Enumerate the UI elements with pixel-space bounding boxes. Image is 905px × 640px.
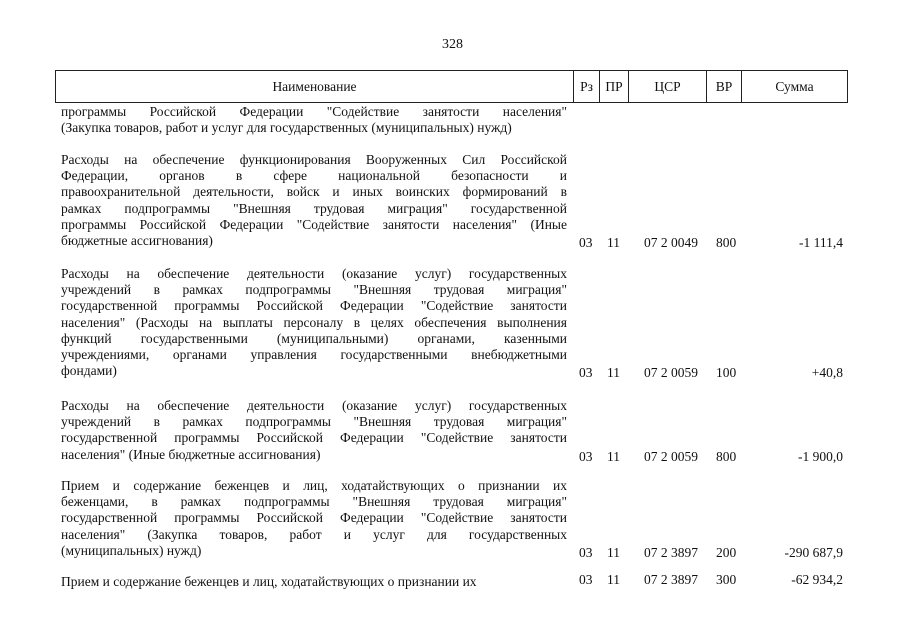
row-sum: -1 900,0	[798, 448, 843, 464]
row-name-line: населения" (Закупка товаров, работ и услуг для государственных	[61, 526, 567, 542]
row-name-line: функций государственными (муниципальными) органами, казенными	[61, 330, 567, 346]
row-rz: 03	[579, 235, 593, 250]
row-vr: 300	[716, 572, 737, 587]
row-name-line: государственной программы Российской Федерации "Содействие занятости	[61, 430, 567, 446]
row-csr: 07 2 3897	[644, 544, 698, 560]
row-name	[61, 574, 567, 590]
row-vr: 800	[716, 235, 737, 250]
row-csr: 07 2 0059	[644, 365, 698, 381]
row-name-line: бюджетные ассигнования)	[61, 233, 213, 249]
row-sum: -290 687,9	[784, 544, 843, 560]
row-sum: +40,8	[811, 365, 843, 381]
row-name	[61, 266, 567, 379]
header-vr: ВР	[707, 71, 742, 102]
page-number: 328	[442, 37, 463, 52]
row-pr: 11	[607, 448, 620, 464]
row-pr: 11	[607, 544, 620, 560]
row-csr: 07 2 0059	[644, 448, 698, 464]
header-pr: ПР	[600, 71, 629, 102]
row-pr: 11	[607, 572, 620, 587]
row-rz: 03	[579, 544, 593, 560]
row-rz: 03	[579, 448, 593, 464]
row-name-line: населения" (Иные бюджетные ассигнования)	[61, 446, 321, 462]
row-name-line: правоохранительной деятельности, войск и иных воинских формирований в	[61, 184, 567, 200]
row-name-line: фондами)	[61, 363, 117, 379]
table-header	[55, 70, 848, 103]
row-name	[61, 398, 567, 463]
row-name-line: (муниципальных) нужд)	[61, 542, 202, 558]
row-name-line: государственной программы Российской Федерации "Содействие занятости	[61, 298, 567, 314]
row-name	[61, 104, 567, 136]
row-pr: 11	[607, 365, 620, 381]
row-vr: 800	[716, 448, 737, 464]
row-name-line: (Закупка товаров, работ и услуг для государственных (муниципальных) нужд)	[61, 120, 512, 136]
row-rz: 03	[579, 365, 593, 381]
row-name-line: учреждениями, органами управления государственными внебюджетными	[61, 347, 567, 363]
row-name-line: Расходы на обеспечение деятельности (оказание услуг) государственных	[61, 398, 567, 413]
header-sum: Сумма	[775, 78, 814, 94]
row-name-line: Прием и содержание беженцев и лиц, ходатайствующих о признании их	[61, 574, 477, 589]
row-csr: 07 2 0049	[644, 235, 698, 250]
row-vr: 100	[716, 365, 737, 381]
row-csr: 07 2 3897	[644, 572, 698, 587]
row-name-line: учреждений в рамках подпрограммы "Внешняя трудовая миграция"	[61, 282, 567, 298]
header-csr: ЦСР	[629, 71, 707, 102]
row-name-line: Прием и содержание беженцев и лиц, ходатайствующих о признании их	[61, 478, 567, 493]
row-name-line: учреждений в рамках подпрограммы "Внешняя трудовая миграция"	[61, 414, 567, 430]
row-name-line: Расходы на обеспечение деятельности (оказание услуг) государственных	[61, 266, 567, 281]
header-rz: Рз	[574, 71, 600, 102]
row-vr: 200	[716, 544, 737, 560]
row-rz: 03	[579, 572, 593, 587]
row-sum: -62 934,2	[791, 572, 843, 587]
row-name-line: программы Российской Федерации "Содействие занятости населения" (Иные	[61, 216, 567, 232]
header-name: Наименование	[56, 71, 574, 102]
row-name-line: государственной программы Российской Федерации "Содействие занятости	[61, 510, 567, 526]
row-name-line: рамках подпрограммы "Внешняя трудовая миграция" государственной	[61, 200, 567, 216]
row-name-line: Федерации, органов в сфере национальной безопасности и	[61, 168, 567, 184]
row-sum: -1 111,4	[799, 235, 843, 250]
row-name-line: населения" (Расходы на выплаты персоналу в целях обеспечения выполнения	[61, 314, 567, 330]
row-name	[61, 478, 567, 559]
row-name	[61, 152, 567, 249]
row-pr: 11	[607, 235, 620, 250]
row-name-line: беженцами, в рамках подпрограммы "Внешняя трудовая миграция"	[61, 494, 567, 510]
row-name-line: Расходы на обеспечение функционирования Вооруженных Сил Российской	[61, 152, 567, 167]
row-name-line: программы Российской Федерации "Содействие занятости населения"	[61, 104, 567, 119]
